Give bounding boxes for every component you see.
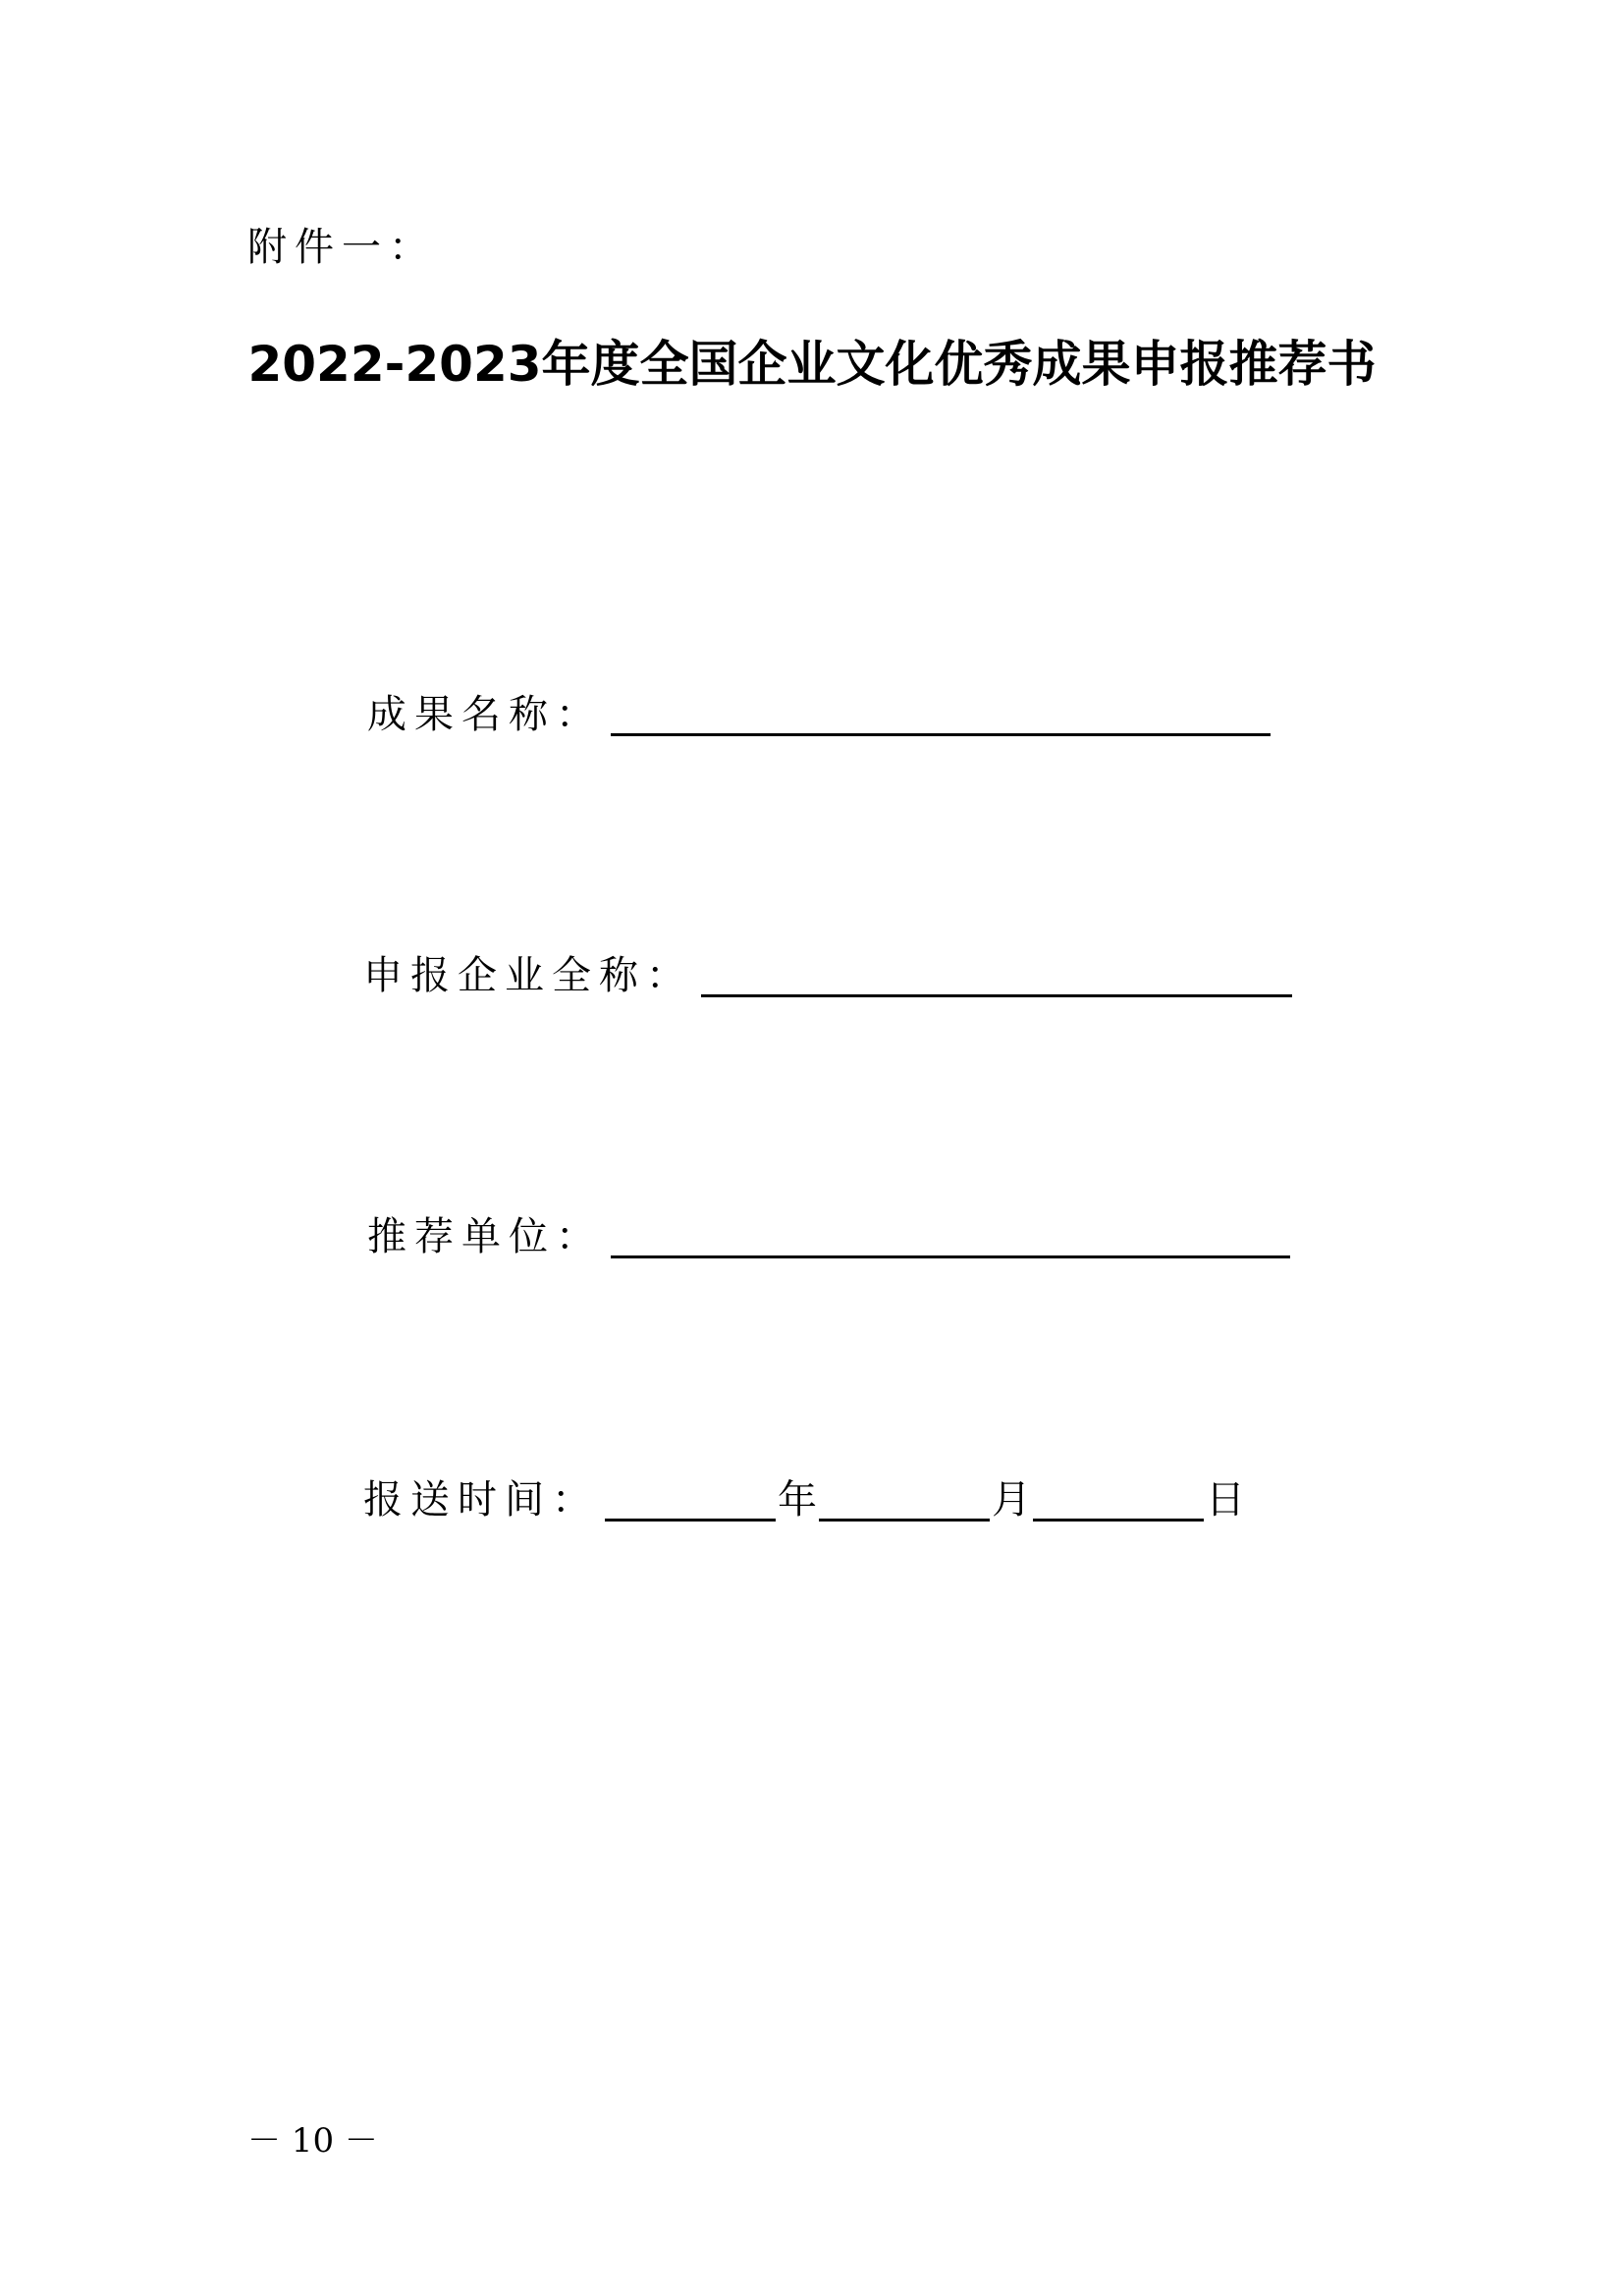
achievement-name-blank[interactable] [611,690,1271,736]
day-blank[interactable] [1033,1475,1204,1522]
year-blank[interactable] [605,1475,776,1522]
company-full-name-field [363,948,1292,1003]
attachment-label: 附件一： [247,225,436,270]
recommending-unit-label: 推荐单位： [367,1214,603,1259]
month-blank[interactable] [819,1475,990,1522]
company-full-name-label: 申报企业全称： [363,953,693,998]
day-unit: 日 [1206,1477,1245,1522]
submission-time-field [363,1472,1247,1527]
month-unit: 月 [992,1477,1031,1522]
year-unit: 年 [778,1477,817,1522]
page-number: － 10 － [247,2121,378,2161]
company-full-name-blank[interactable] [701,951,1292,997]
recommending-unit-blank[interactable] [611,1212,1290,1258]
achievement-name-field [367,687,1271,742]
recommending-unit-field [367,1209,1290,1264]
achievement-name-label: 成果名称： [367,692,603,737]
document-title: 2022-2023年度全国企业文化优秀成果申报推荐书 [247,336,1377,393]
submission-time-label: 报送时间： [363,1477,599,1522]
